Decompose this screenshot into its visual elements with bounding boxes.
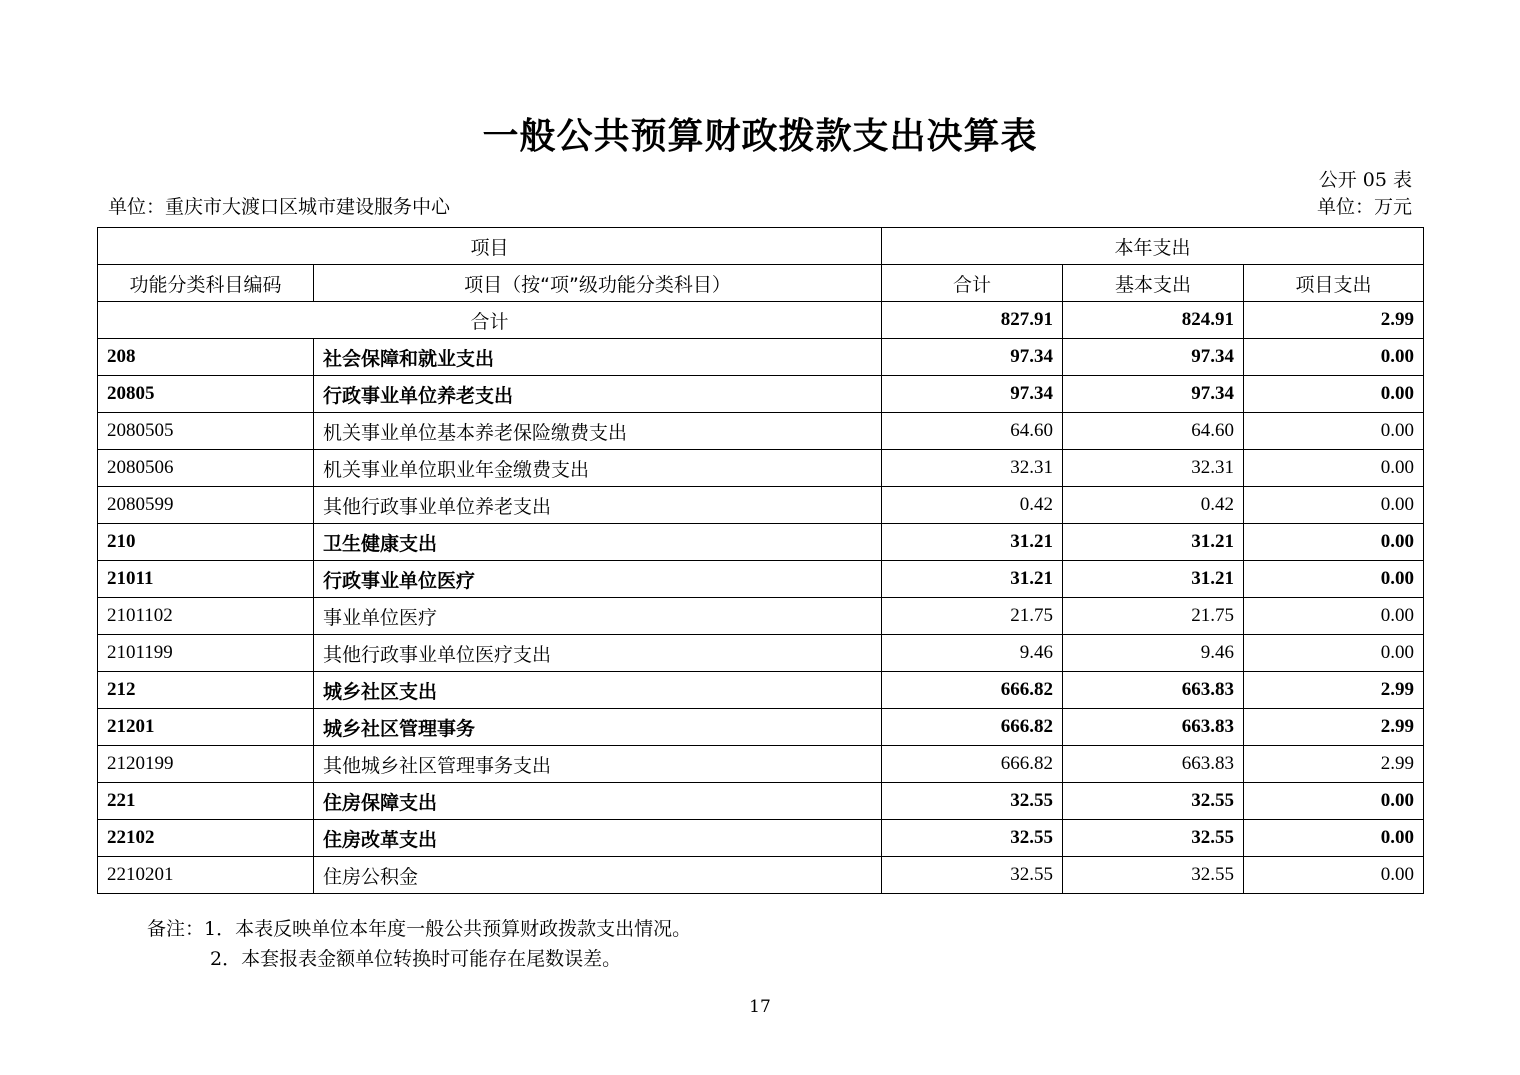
table-row xyxy=(98,672,1424,709)
header-basic: 基本支出 xyxy=(1063,265,1244,302)
row-name: 住房改革支出 xyxy=(314,820,882,857)
expenditure-table xyxy=(97,227,1424,894)
row-name: 卫生健康支出 xyxy=(314,524,882,561)
row-basic: 31.21 xyxy=(1063,561,1244,598)
row-total: 666.82 xyxy=(882,709,1063,746)
row-code: 212 xyxy=(98,672,314,709)
header-code: 功能分类科目编码 xyxy=(98,265,314,302)
row-total: 32.55 xyxy=(882,857,1063,894)
row-code: 21201 xyxy=(98,709,314,746)
page-number: 17 xyxy=(749,997,771,1017)
total-sum: 827.91 xyxy=(882,302,1063,339)
row-code: 208 xyxy=(98,339,314,376)
note-line-2: 2．本套报表金额单位转换时可能存在尾数误差。 xyxy=(210,948,622,970)
row-total: 666.82 xyxy=(882,746,1063,783)
row-total: 666.82 xyxy=(882,672,1063,709)
header-project-expense: 项目支出 xyxy=(1244,265,1424,302)
row-code: 2120199 xyxy=(98,746,314,783)
row-basic: 97.34 xyxy=(1063,339,1244,376)
row-total: 32.55 xyxy=(882,820,1063,857)
row-name: 住房保障支出 xyxy=(314,783,882,820)
row-project: 0.00 xyxy=(1244,339,1424,376)
table-row xyxy=(98,339,1424,376)
row-basic: 0.42 xyxy=(1063,487,1244,524)
row-basic: 663.83 xyxy=(1063,746,1244,783)
row-code: 2080505 xyxy=(98,413,314,450)
row-name: 机关事业单位基本养老保险缴费支出 xyxy=(314,413,882,450)
row-basic: 32.55 xyxy=(1063,783,1244,820)
row-basic: 32.31 xyxy=(1063,450,1244,487)
row-name: 城乡社区支出 xyxy=(314,672,882,709)
row-project: 2.99 xyxy=(1244,709,1424,746)
row-basic: 64.60 xyxy=(1063,413,1244,450)
row-project: 0.00 xyxy=(1244,561,1424,598)
row-total: 97.34 xyxy=(882,376,1063,413)
row-project: 0.00 xyxy=(1244,413,1424,450)
currency-unit: 单位：万元 xyxy=(1316,196,1412,218)
header-row-2 xyxy=(98,265,1424,302)
row-project: 0.00 xyxy=(1244,450,1424,487)
row-name: 住房公积金 xyxy=(314,857,882,894)
row-code: 2080506 xyxy=(98,450,314,487)
row-code: 2101199 xyxy=(98,635,314,672)
table-row xyxy=(98,376,1424,413)
row-basic: 21.75 xyxy=(1063,598,1244,635)
row-code: 221 xyxy=(98,783,314,820)
table-row xyxy=(98,820,1424,857)
row-total: 32.55 xyxy=(882,783,1063,820)
page-title: 一般公共预算财政拨款支出决算表 xyxy=(482,116,1038,157)
table-row xyxy=(98,857,1424,894)
row-code: 2210201 xyxy=(98,857,314,894)
notes xyxy=(147,914,691,974)
row-total: 21.75 xyxy=(882,598,1063,635)
row-name: 社会保障和就业支出 xyxy=(314,339,882,376)
row-name: 行政事业单位医疗 xyxy=(314,561,882,598)
row-name: 行政事业单位养老支出 xyxy=(314,376,882,413)
row-basic: 31.21 xyxy=(1063,524,1244,561)
row-basic: 97.34 xyxy=(1063,376,1244,413)
row-code: 21011 xyxy=(98,561,314,598)
row-code: 22102 xyxy=(98,820,314,857)
row-project: 0.00 xyxy=(1244,783,1424,820)
total-basic: 824.91 xyxy=(1063,302,1244,339)
table-row xyxy=(98,561,1424,598)
row-project: 0.00 xyxy=(1244,820,1424,857)
row-basic: 663.83 xyxy=(1063,672,1244,709)
table-row xyxy=(98,709,1424,746)
row-name: 事业单位医疗 xyxy=(314,598,882,635)
row-project: 0.00 xyxy=(1244,635,1424,672)
row-project: 0.00 xyxy=(1244,524,1424,561)
row-basic: 32.55 xyxy=(1063,820,1244,857)
row-project: 0.00 xyxy=(1244,376,1424,413)
row-total: 31.21 xyxy=(882,561,1063,598)
row-project: 2.99 xyxy=(1244,672,1424,709)
table-row xyxy=(98,413,1424,450)
table-row xyxy=(98,598,1424,635)
table-row xyxy=(98,635,1424,672)
header-row-1 xyxy=(98,228,1424,265)
row-code: 20805 xyxy=(98,376,314,413)
row-basic: 663.83 xyxy=(1063,709,1244,746)
row-name: 城乡社区管理事务 xyxy=(314,709,882,746)
header-current-year: 本年支出 xyxy=(882,228,1424,265)
row-code: 2101102 xyxy=(98,598,314,635)
header-item: 项目（按“项”级功能分类科目） xyxy=(314,265,882,302)
total-row xyxy=(98,302,1424,339)
table-row xyxy=(98,524,1424,561)
row-total: 97.34 xyxy=(882,339,1063,376)
table-row xyxy=(98,746,1424,783)
row-basic: 9.46 xyxy=(1063,635,1244,672)
row-name: 其他行政事业单位医疗支出 xyxy=(314,635,882,672)
row-project: 2.99 xyxy=(1244,746,1424,783)
total-project: 2.99 xyxy=(1244,302,1424,339)
row-code: 210 xyxy=(98,524,314,561)
reporting-unit: 单位：重庆市大渡口区城市建设服务中心 xyxy=(108,196,451,218)
row-basic: 32.55 xyxy=(1063,857,1244,894)
row-name: 其他城乡社区管理事务支出 xyxy=(314,746,882,783)
table-number: 公开 05 表 xyxy=(1318,169,1412,191)
row-total: 32.31 xyxy=(882,450,1063,487)
note-line-1: 备注：1．本表反映单位本年度一般公共预算财政拨款支出情况。 xyxy=(147,918,692,940)
row-name: 机关事业单位职业年金缴费支出 xyxy=(314,450,882,487)
row-project: 0.00 xyxy=(1244,857,1424,894)
row-total: 64.60 xyxy=(882,413,1063,450)
row-total: 31.21 xyxy=(882,524,1063,561)
header-total: 合计 xyxy=(882,265,1063,302)
row-project: 0.00 xyxy=(1244,487,1424,524)
row-total: 0.42 xyxy=(882,487,1063,524)
row-name: 其他行政事业单位养老支出 xyxy=(314,487,882,524)
total-label: 合计 xyxy=(98,302,882,339)
table-row xyxy=(98,450,1424,487)
row-total: 9.46 xyxy=(882,635,1063,672)
header-project: 项目 xyxy=(98,228,882,265)
row-code: 2080599 xyxy=(98,487,314,524)
table-row xyxy=(98,487,1424,524)
row-project: 0.00 xyxy=(1244,598,1424,635)
table-row xyxy=(98,783,1424,820)
